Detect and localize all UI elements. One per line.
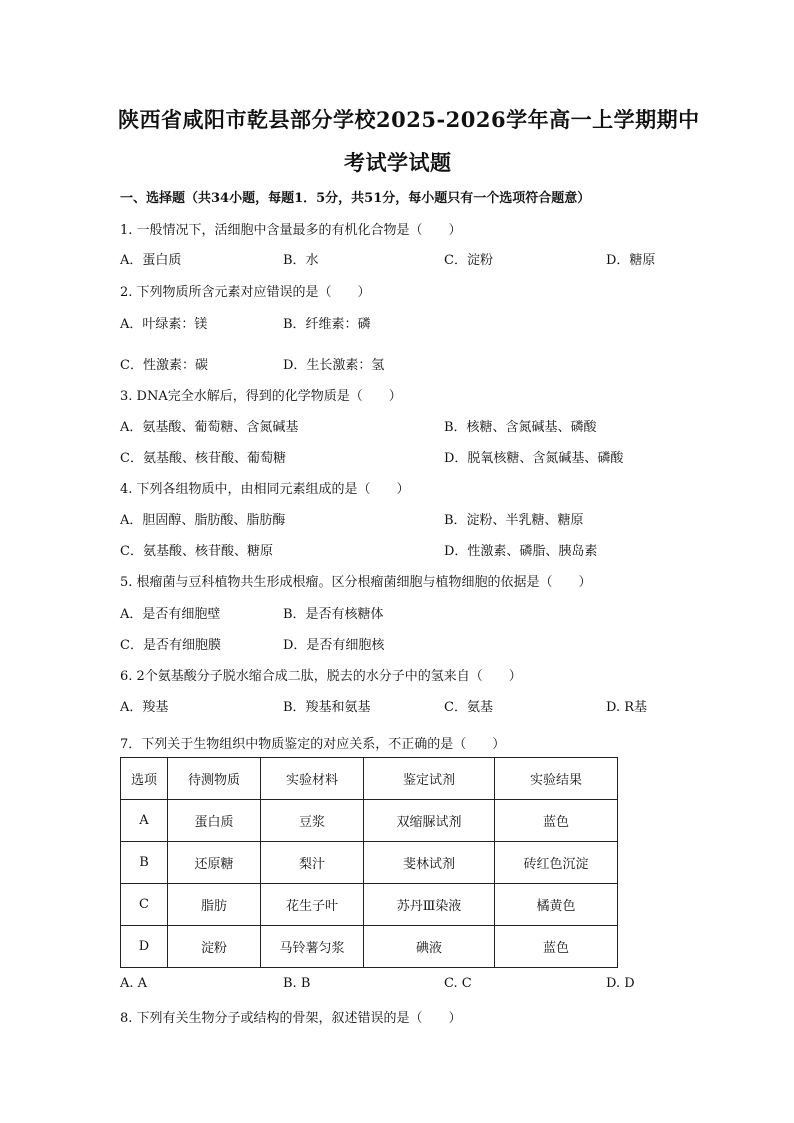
q6-option-a[interactable]: A．羧基 — [120, 700, 169, 715]
table-header-row — [121, 758, 618, 800]
question-3-stem: 3. DNA完全水解后，得到的化学物质是（ ） — [120, 389, 402, 404]
question-4-stem: 4. 下列各组物质中，由相同元素组成的是（ ） — [120, 482, 410, 497]
q5-option-a[interactable]: A．是否有细胞壁 — [120, 607, 221, 622]
table-cell: 橘黄色 — [495, 884, 618, 926]
table-header-cell: 实验材料 — [261, 758, 364, 800]
table-cell: A — [121, 800, 168, 842]
table-header-cell: 待测物质 — [168, 758, 261, 800]
q3-option-b[interactable]: B．核糖、含氮碱基、磷酸 — [444, 420, 597, 435]
page-title-line2: 考试学试题 — [344, 150, 452, 175]
question-6-stem: 6. 2个氨基酸分子脱水缩合成二肽，脱去的水分子中的氢来自（ ） — [120, 669, 522, 684]
table-cell: 脂肪 — [168, 884, 261, 926]
table-cell: 碘液 — [364, 926, 495, 968]
q7-option-a[interactable]: A. A — [120, 976, 148, 991]
table-cell: 蛋白质 — [168, 800, 261, 842]
q4-option-c[interactable]: C．氨基酸、核苷酸、糖原 — [120, 544, 273, 559]
q1-option-a[interactable]: A．蛋白质 — [120, 253, 182, 268]
table-cell: 砖红色沉淀 — [495, 842, 618, 884]
q7-table — [120, 757, 618, 968]
q4-option-a[interactable]: A．胆固醇、脂肪酸、脂肪酶 — [120, 513, 286, 528]
q1-option-b[interactable]: B．水 — [283, 253, 319, 268]
question-8-stem: 8. 下列有关生物分子或结构的骨架，叙述错误的是（ ） — [120, 1011, 462, 1026]
table-header-cell: 实验结果 — [495, 758, 618, 800]
q7-option-b[interactable]: B. B — [283, 976, 311, 991]
q1-option-c[interactable]: C．淀粉 — [444, 253, 493, 268]
q7-option-d[interactable]: D. D — [606, 976, 635, 991]
q2-option-c[interactable]: C．性激素：碳 — [120, 358, 208, 373]
q2-option-b[interactable]: B．纤维素：磷 — [283, 317, 371, 332]
table-row — [121, 800, 618, 842]
table-cell: 蓝色 — [495, 926, 618, 968]
table-header-cell: 鉴定试剂 — [364, 758, 495, 800]
table-cell: 豆浆 — [261, 800, 364, 842]
q5-option-c[interactable]: C．是否有细胞膜 — [120, 638, 221, 653]
q3-option-a[interactable]: A．氨基酸、葡萄糖、含氮碱基 — [120, 420, 299, 435]
table-cell: D — [121, 926, 168, 968]
q7-option-c[interactable]: C. C — [444, 976, 472, 991]
question-1-stem: 1. 一般情况下，活细胞中含量最多的有机化合物是（ ） — [120, 223, 462, 238]
q3-option-c[interactable]: C．氨基酸、核苷酸、葡萄糖 — [120, 451, 286, 466]
table-cell: 马铃薯匀浆 — [261, 926, 364, 968]
table-cell: C — [121, 884, 168, 926]
table-cell: B — [121, 842, 168, 884]
table-cell: 苏丹Ⅲ染液 — [364, 884, 495, 926]
q6-option-d[interactable]: D. R基 — [606, 700, 648, 715]
table-row — [121, 842, 618, 884]
table-cell: 花生子叶 — [261, 884, 364, 926]
q4-option-d[interactable]: D．性激素、磷脂、胰岛素 — [444, 544, 598, 559]
q5-option-b[interactable]: B．是否有核糖体 — [283, 607, 384, 622]
table-cell: 淀粉 — [168, 926, 261, 968]
question-2-stem: 2. 下列物质所含元素对应错误的是（ ） — [120, 285, 371, 300]
table-row — [121, 926, 618, 968]
q4-option-b[interactable]: B．淀粉、半乳糖、糖原 — [444, 513, 584, 528]
question-5-stem: 5. 根瘤菌与豆科植物共生形成根瘤。区分根瘤菌细胞与植物细胞的依据是（ ） — [120, 575, 592, 590]
table-cell: 斐林试剂 — [364, 842, 495, 884]
q5-option-d[interactable]: D．是否有细胞核 — [283, 638, 385, 653]
table-cell: 双缩脲试剂 — [364, 800, 495, 842]
table-row — [121, 884, 618, 926]
section-header: 一、选择题（共34小题，每题1．5分，共51分，每小题只有一个选项符合题意） — [120, 191, 591, 206]
question-7-stem: 7．下列关于生物组织中物质鉴定的对应关系，不正确的是（ ） — [120, 737, 506, 752]
table-header-cell: 选项 — [121, 758, 168, 800]
q2-option-d[interactable]: D．生长激素：氢 — [283, 358, 385, 373]
q2-option-a[interactable]: A．叶绿素：镁 — [120, 317, 208, 332]
q3-option-d[interactable]: D．脱氧核糖、含氮碱基、磷酸 — [444, 451, 624, 466]
q1-option-d[interactable]: D．糖原 — [606, 253, 656, 268]
page-title-line1: 陕西省咸阳市乾县部分学校2025-2026学年高一上学期期中 — [118, 107, 700, 132]
q6-option-b[interactable]: B．羧基和氨基 — [283, 700, 371, 715]
table-cell: 梨汁 — [261, 842, 364, 884]
q6-option-c[interactable]: C．氨基 — [444, 700, 493, 715]
table-cell: 还原糖 — [168, 842, 261, 884]
table-cell: 蓝色 — [495, 800, 618, 842]
